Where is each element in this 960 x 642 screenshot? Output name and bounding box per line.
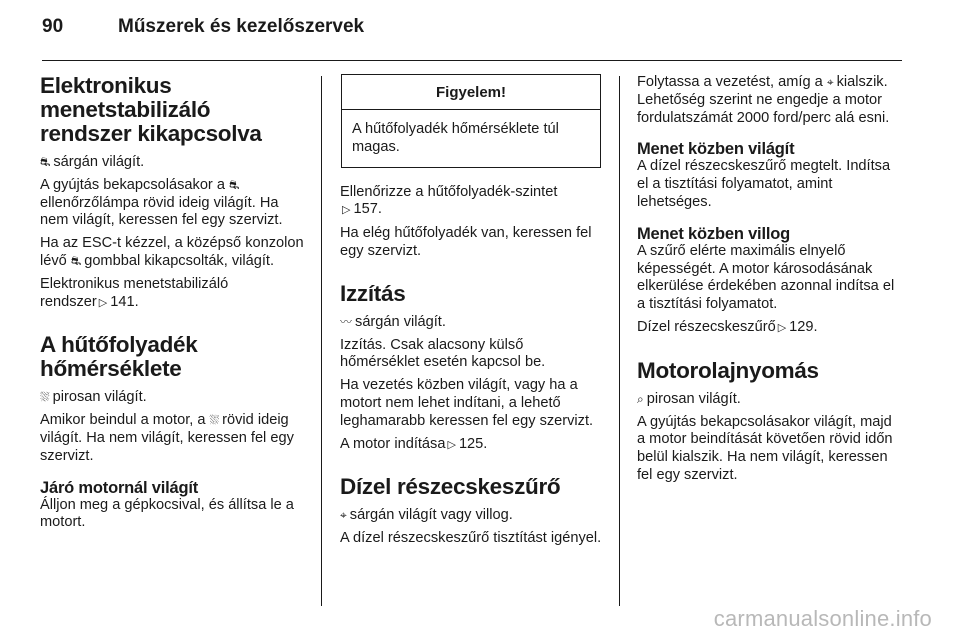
section-title-coolant: A hűtőfolyadék hőmérséklete [40, 332, 198, 382]
subsection-title-running: Járó motornál világít [40, 478, 199, 497]
section-title-esc-off: Elektronikus menetstabilizáló rendszer kikapcsolva [40, 73, 262, 146]
page-header [42, 14, 918, 44]
warning-text: A hűtőfolyadék hőmérséklete túl magas. [352, 121, 559, 155]
column-3 [637, 74, 903, 490]
paragraph: A dízel részecskeszűrő megtelt. Indítsa el a tisztítási folyamatot, amint lehetséges. [637, 158, 891, 210]
page-ref-icon: ▷ [98, 296, 108, 309]
section-title-oil: Motorolajnyomás [637, 357, 819, 383]
paragraph: ⛆ pirosan világít. [40, 389, 147, 406]
watermark: carmanualsonline.info [713, 606, 932, 631]
column-1 [40, 74, 306, 537]
page-number: 90 [42, 16, 64, 37]
page-ref[interactable]: 157. [353, 201, 382, 218]
header-rule [42, 60, 902, 61]
paragraph: 〰 sárgán világít. [340, 313, 446, 330]
page-ref-icon: ▷ [777, 321, 787, 334]
page-ref-icon: ▷ [342, 204, 351, 217]
diesel-filter-icon: ⌖ [826, 75, 834, 89]
paragraph: A motor indítása ▷ 125. [340, 435, 488, 452]
subsection-title-lit: Menet közben világít [637, 140, 795, 159]
coolant-temperature-icon: ⛆ [209, 413, 220, 428]
paragraph: ⌖ sárgán világít vagy villog. [340, 507, 513, 524]
section-title-dpf: Dízel részecskeszűrő [340, 474, 561, 500]
column-divider [619, 76, 620, 606]
warning-box [341, 74, 601, 168]
page-ref[interactable]: 125. [458, 435, 488, 452]
esc-off-icon: ⛐ [40, 155, 51, 169]
warning-title: Figyelem! [342, 75, 600, 110]
page-ref[interactable]: 141. [110, 293, 139, 310]
glow-plug-icon: 〰 [340, 314, 353, 329]
paragraph: Ellenőrizze a hűtőfolyadék-szintet ▷ 157. [340, 183, 558, 218]
paragraph: ⛐ sárgán világít. [40, 154, 145, 170]
paragraph: Álljon meg a gépkocsival, és állítsa le a motort. [40, 496, 294, 531]
esc-off-icon: ⛐ [70, 253, 82, 268]
paragraph: Ha vezetés közben világít, vagy ha a motort nem lehet indítani, a lehető leghamarabb keressen fel egy szervizt. [340, 377, 594, 429]
coolant-temperature-icon: ⛆ [40, 390, 50, 405]
paragraph: ⌕ pirosan világít. [637, 390, 741, 407]
subsection-title-flash: Menet közben villog [637, 224, 790, 243]
section-title-glow: Izzítás [340, 280, 406, 306]
paragraph: Amikor beindul a motor, a ⛆ rövid ideig világít. Ha nem világít, keressen fel egy szervizt. [40, 412, 294, 464]
paragraph: Folytassa a vezetést, amíg a ⌖ kialszik. Lehetőség szerint ne engedje a motor fordulatszámát 2000 ford/perc alá esni. [637, 74, 890, 126]
paragraph: Elektronikus menetstabilizáló rendszer ▷ 141. [40, 275, 229, 310]
paragraph: A szűrő elérte maximális elnyelő képességét. A motor károsodásának elkerülése érdekében azonnal indítsa el a tisztítási folyamatot. [637, 242, 895, 313]
page-ref[interactable]: 129. [789, 318, 818, 335]
paragraph: A gyújtás bekapcsolásakor világít, majd a motor beindítását követően rövid időn belül kialszik. Ha nem világít, keressen fel egy szervizt. [637, 413, 893, 483]
column-divider [321, 76, 322, 606]
chapter-title: Műszerek és kezelőszervek [118, 16, 365, 37]
paragraph: Dízel részecskeszűrő ▷ 129. [637, 318, 818, 335]
esc-off-icon: ⛐ [229, 177, 240, 192]
page-ref-icon: ▷ [447, 438, 456, 451]
paragraph: A gyújtás bekapcsolásakor a ⛐ellenőrzőlámpa rövid ideig világít. Ha nem világít, keressen fel egy szervizt. [40, 176, 283, 229]
paragraph: Ha elég hűtőfolyadék van, keressen fel egy szervizt. [340, 225, 592, 259]
paragraph: Izzítás. Csak alacsony külső hőmérséklet esetén kapcsol be. [340, 336, 546, 371]
oil-pressure-icon: ⌕ [637, 391, 644, 406]
paragraph: A dízel részecskeszűrő tisztítást igényel. [340, 530, 602, 547]
diesel-filter-icon: ⌖ [340, 508, 347, 523]
column-2 [340, 74, 602, 553]
paragraph: Ha az ESC-t kézzel, a középső konzolon lévő ⛐ gombbal kikapcsolták, világít. [40, 235, 304, 269]
